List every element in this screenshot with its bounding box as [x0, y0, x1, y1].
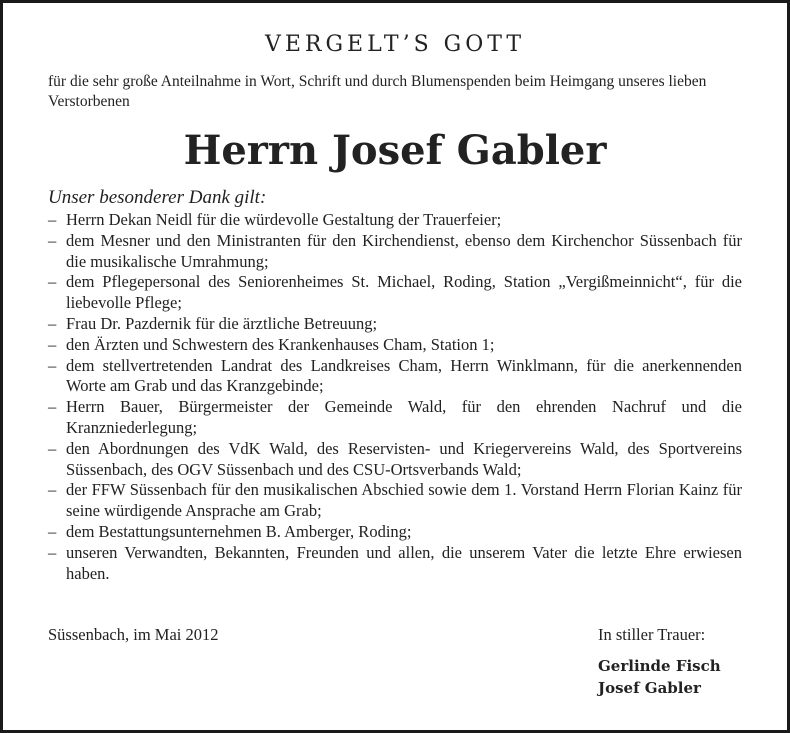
- list-item-text: Herrn Dekan Neidl für die würdevolle Gestaltung der Trauerfeier;: [66, 210, 502, 229]
- list-item: [48, 543, 742, 585]
- list-item: [48, 439, 742, 481]
- list-dash: –: [48, 272, 57, 292]
- list-dash: –: [48, 230, 57, 250]
- obituary-thanks-notice: [48, 30, 742, 584]
- mourning-label: In stiller Trauer:: [598, 625, 706, 644]
- list-item-text: den Abordnungen des VdK Wald, des Reservisten- und Kriegervereins Wald, des Sportvereins Süssenbach, des OGV Süssenbach und des CSU-Ortsverbands Wald;: [66, 438, 742, 479]
- intro-text: für die sehr große Anteilnahme in Wort, Schrift und durch Blumenspenden beim Heimgang unseres lieben Verstorbenen: [48, 73, 707, 110]
- list-item: [48, 522, 742, 543]
- list-dash: –: [48, 313, 57, 333]
- list-dash: –: [48, 542, 57, 562]
- place-date: Süssenbach, im Mai 2012: [48, 625, 219, 644]
- thanks-list: [48, 210, 742, 584]
- list-item: [48, 356, 742, 398]
- list-dash: –: [48, 210, 57, 229]
- list-item-text: dem Bestattungsunternehmen B. Amberger, Roding;: [66, 521, 412, 541]
- list-item-text: dem Mesner und den Ministranten für den Kirchendienst, ebenso dem Kirchenchor Süssenbach für die musikalische Umrahmung;: [66, 230, 742, 271]
- list-item-text: der FFW Süssenbach für den musikalischen Abschied sowie dem 1. Vorstand Herrn Florian Kainz für seine würdigende Ansprache am Grab;: [66, 480, 742, 521]
- thanks-label: Unser besonderer Dank gilt:: [48, 187, 267, 208]
- list-dash: –: [48, 438, 57, 458]
- signer-name: Gerlinde Fisch: [598, 657, 721, 675]
- list-dash: –: [48, 521, 57, 541]
- list-item-text: dem Pflegepersonal des Seniorenheimes St. Michael, Roding, Station „Vergißmeinnicht“, für die liebevolle Pflege;: [66, 272, 742, 313]
- list-item: [48, 231, 742, 273]
- list-item: [48, 480, 742, 522]
- list-item: [48, 210, 742, 231]
- list-dash: –: [48, 355, 57, 375]
- list-item: [48, 272, 742, 314]
- notice-heading: VERGELT’S GOTT: [264, 32, 526, 57]
- list-item: [48, 397, 742, 439]
- list-item: [48, 335, 742, 356]
- signature-block: [598, 624, 758, 699]
- list-dash: –: [48, 334, 57, 354]
- list-dash: –: [48, 480, 57, 500]
- list-item: [48, 314, 742, 335]
- deceased-name: Herrn Josef Gabler: [183, 127, 607, 174]
- list-item-text: unseren Verwandten, Bekannten, Freunden und allen, die unserem Vater die letzte Ehre erwiesen haben.: [66, 542, 742, 583]
- list-item-text: Frau Dr. Pazdernik für die ärztliche Betreuung;: [66, 313, 378, 333]
- signer-name: Josef Gabler: [598, 679, 701, 697]
- list-item-text: Herrn Bauer, Bürgermeister der Gemeinde Wald, für den ehrenden Nachruf und die Kranzniederlegung;: [66, 397, 742, 437]
- list-item-text: den Ärzten und Schwestern des Krankenhauses Cham, Station 1;: [66, 334, 495, 354]
- list-dash: –: [48, 397, 57, 417]
- list-item-text: dem stellvertretenden Landrat des Landkreises Cham, Herrn Winklmann, für die anerkennenden Worte am Grab und das Kranzgebinde;: [66, 355, 742, 396]
